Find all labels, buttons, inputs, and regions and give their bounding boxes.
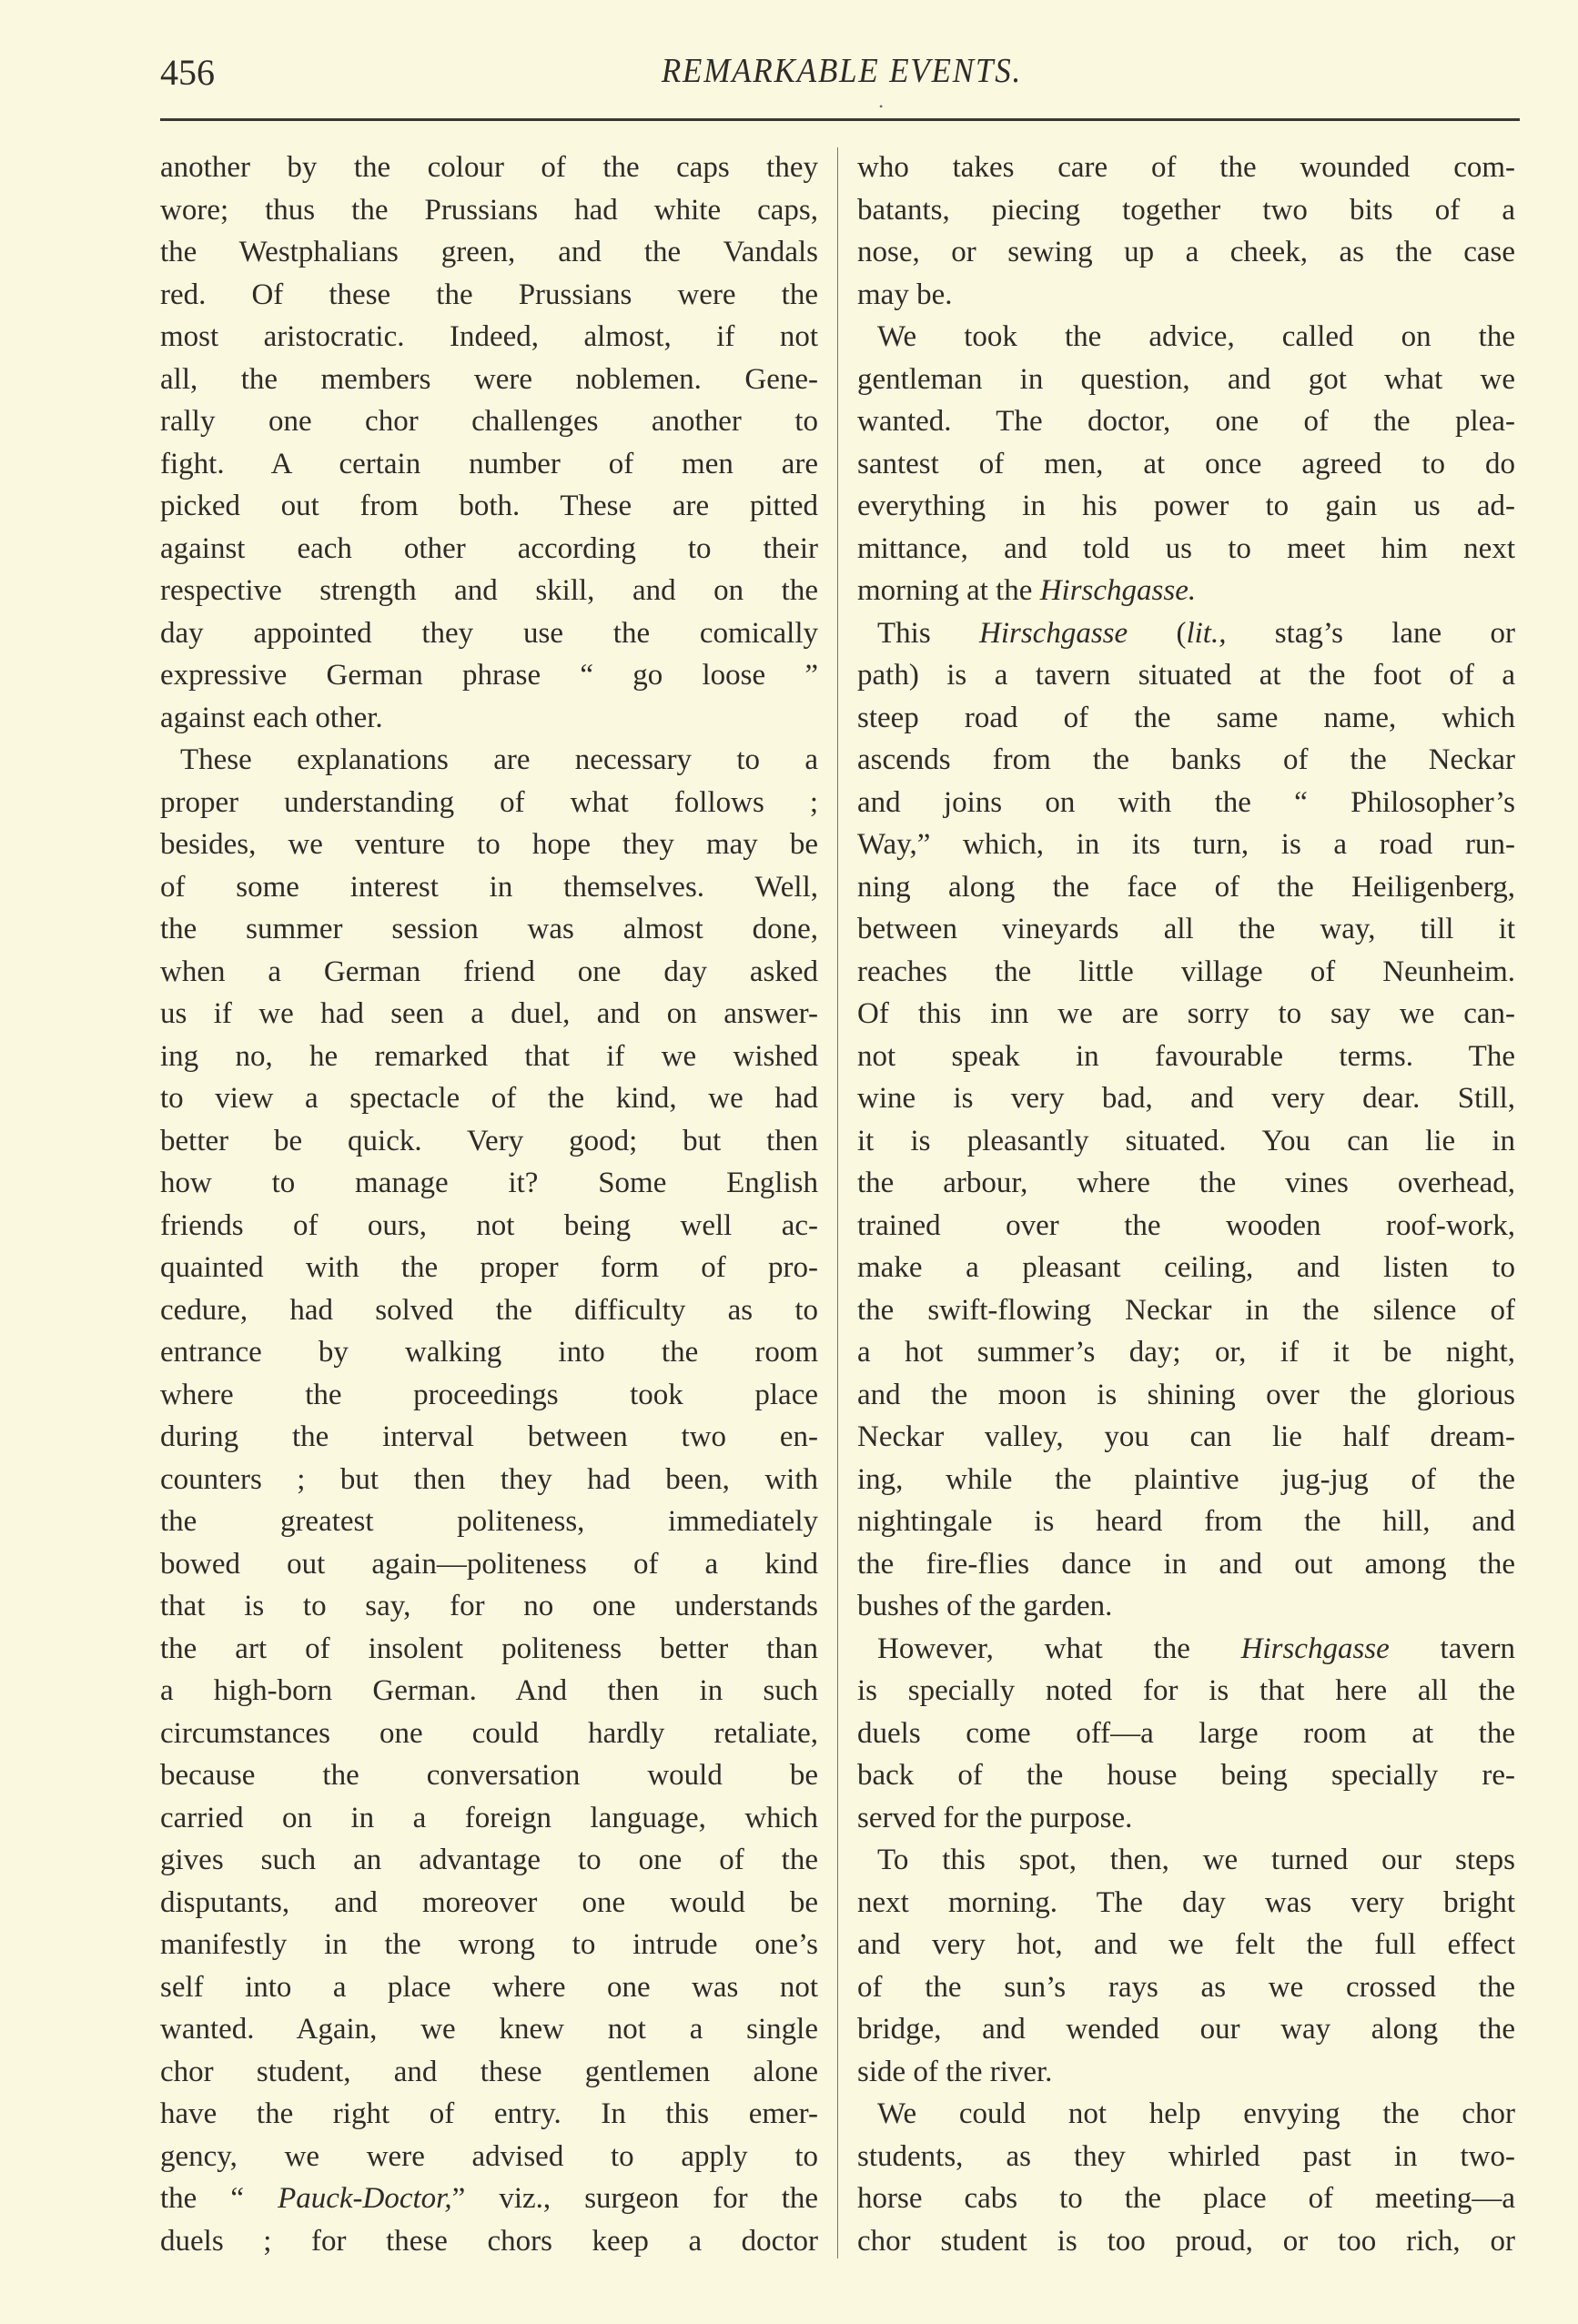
text-line: These explanations are necessary to a xyxy=(180,743,818,776)
text-line: ing no, he remarked that if we wished xyxy=(160,1039,818,1073)
text-line: and very hot, and we felt the full effect xyxy=(857,1928,1515,1961)
text-line: nightingale is heard from the hill, and xyxy=(857,1505,1515,1538)
text-line: circumstances one could hardly retaliate, xyxy=(160,1716,818,1750)
text-line: This Hirschgasse (lit., stag’s lane or xyxy=(877,616,1515,650)
text-line: against each other. xyxy=(160,701,383,734)
text-line: us if we had seen a duel, and on answer- xyxy=(160,997,818,1030)
text-line: batants, piecing together two bits of a xyxy=(857,193,1515,227)
text-line: ing, while the plaintive jug-jug of the xyxy=(857,1462,1515,1496)
text-line: cedure, had solved the difficulty as to xyxy=(160,1293,818,1327)
text-line: all, the members were noblemen. Gene- xyxy=(160,362,818,396)
printer-mark: • xyxy=(879,100,884,113)
text-line: wanted. Again, we knew not a single xyxy=(160,2013,818,2046)
text-line: where the proceedings took place xyxy=(160,1378,818,1411)
text-line: reaches the little village of Neunheim. xyxy=(857,955,1515,988)
text-line: carried on in a foreign language, which xyxy=(160,1801,818,1834)
text-line: bowed out again—politeness of a kind xyxy=(160,1547,818,1581)
italic-text: Hirschgasse xyxy=(1240,1632,1390,1665)
text-line: However, what the Hirschgasse tavern xyxy=(877,1632,1516,1665)
text-line: To this spot, then, we turned our steps xyxy=(877,1844,1515,1876)
italic-text: lit., xyxy=(1186,616,1227,650)
text-line: ning along the face of the Heiligenberg, xyxy=(857,870,1515,904)
running-title: REMARKABLE EVENTS. xyxy=(661,52,1023,90)
italic-text: Hirschgasse. xyxy=(1039,574,1197,607)
text-line: the art of insolent politeness better than xyxy=(160,1632,818,1665)
text-line: and joins on with the “ Philosopher’s xyxy=(857,785,1515,819)
text-line: and the moon is shining over the glorious xyxy=(857,1378,1515,1411)
text-line: fight. A certain number of men are xyxy=(160,447,818,480)
text-line: the Westphalians green, and the Vandals xyxy=(160,236,818,268)
text-line: manifestly in the wrong to intrude one’s xyxy=(160,1928,818,1961)
text-line: wore; thus the Prussians had white caps, xyxy=(160,193,818,227)
text-line: trained over the wooden roof-work, xyxy=(857,1208,1515,1242)
text-line: a hot summer’s day; or, if it be night, xyxy=(857,1336,1515,1369)
text-line: gentleman in question, and got what we xyxy=(857,362,1515,396)
text-line: how to manage it? Some English xyxy=(160,1167,818,1199)
right-column xyxy=(857,147,1515,2262)
text-line: wine is very bad, and very dear. Still, xyxy=(857,1082,1515,1115)
text-line: Way,” which, in its turn, is a road run- xyxy=(857,828,1515,861)
text-line: chor student is too proud, or too rich, or xyxy=(857,2224,1515,2258)
text-line: of the sun’s rays as we crossed the xyxy=(857,1970,1515,2004)
text-line: when a German friend one day asked xyxy=(160,955,818,988)
text-line: between vineyards all the way, till it xyxy=(857,913,1515,945)
text-line: served for the purpose. xyxy=(857,1801,1133,1834)
text-line: rally one chor challenges another to xyxy=(160,405,818,438)
header-rule xyxy=(160,118,1520,121)
text-line: the fire-flies dance in and out among the xyxy=(857,1547,1515,1581)
text-line: the summer session was almost done, xyxy=(160,913,818,945)
text-line: We could not help envying the chor xyxy=(877,2097,1515,2130)
text-line: because the conversation would be xyxy=(160,1759,818,1792)
column-divider xyxy=(837,147,838,2258)
text-line: Neckar valley, you can lie half dream- xyxy=(857,1420,1515,1453)
text-line: proper understanding of what follows ; xyxy=(160,785,818,819)
text-line: of some interest in themselves. Well, xyxy=(160,870,818,904)
text-line: We took the advice, called on the xyxy=(877,320,1515,353)
text-line: most aristocratic. Indeed, almost, if not xyxy=(160,320,818,353)
text-line: everything in his power to gain us ad- xyxy=(857,490,1515,522)
text-line: morning at the Hirschgasse. xyxy=(857,574,1197,607)
text-line: have the right of entry. In this emer- xyxy=(160,2097,818,2130)
text-line: ascends from the banks of the Neckar xyxy=(857,743,1515,776)
text-line: during the interval between two en- xyxy=(160,1420,818,1453)
text-line: next morning. The day was very bright xyxy=(857,1885,1515,1919)
text-line: horse cabs to the place of meeting—a xyxy=(857,2182,1515,2215)
left-column xyxy=(160,147,818,2262)
text-line: gency, we were advised to apply to xyxy=(160,2139,818,2173)
text-line: wanted. The doctor, one of the plea- xyxy=(857,405,1515,438)
text-line: it is pleasantly situated. You can lie in xyxy=(857,1124,1515,1157)
text-line: the “ Pauck-Doctor,” viz., surgeon for the xyxy=(160,2182,819,2215)
text-line: day appointed they use the comically xyxy=(160,616,818,650)
text-line: make a pleasant ceiling, and listen to xyxy=(857,1251,1515,1284)
text-line: is specially noted for is that here all the xyxy=(857,1674,1515,1707)
text-line: respective strength and skill, and on the xyxy=(160,574,818,607)
text-line: better be quick. Very good; but then xyxy=(160,1124,818,1157)
text-line: expressive German phrase “ go loose ” xyxy=(160,659,818,692)
text-line: a high-born German. And then in such xyxy=(160,1674,818,1707)
text-line: to view a spectacle of the kind, we had xyxy=(160,1082,818,1115)
text-line: another by the colour of the caps they xyxy=(160,151,818,184)
text-line: duels come off—a large room at the xyxy=(857,1716,1515,1750)
text-line: mittance, and told us to meet him next xyxy=(857,531,1515,565)
text-line: who takes care of the wounded com- xyxy=(857,151,1515,184)
text-line: besides, we venture to hope they may be xyxy=(160,828,818,861)
text-line: chor student, and these gentlemen alone xyxy=(160,2055,818,2088)
text-line: the swift-flowing Neckar in the silence of xyxy=(857,1293,1515,1327)
text-line: self into a place where one was not xyxy=(160,1970,818,2004)
text-line: counters ; but then they had been, with xyxy=(160,1462,818,1496)
text-line: picked out from both. These are pitted xyxy=(160,490,818,522)
text-line: that is to say, for no one understands xyxy=(160,1590,818,1622)
text-line: disputants, and moreover one would be xyxy=(160,1885,818,1919)
text-line: back of the house being specially re- xyxy=(857,1759,1515,1792)
text-line: gives such an advantage to one of the xyxy=(160,1844,818,1876)
text-line: nose, or sewing up a cheek, as the case xyxy=(857,236,1515,268)
text-line: students, as they whirled past in two- xyxy=(857,2139,1515,2173)
text-line: duels ; for these chors keep a doctor xyxy=(160,2224,818,2258)
text-line: side of the river. xyxy=(857,2055,1053,2088)
text-line: bushes of the garden. xyxy=(857,1590,1113,1622)
text-line: against each other according to their xyxy=(160,531,818,565)
italic-text: Pauck-Doctor, xyxy=(278,2182,452,2215)
text-line: steep road of the same name, which xyxy=(857,701,1515,734)
italic-text: Hirschgasse xyxy=(978,616,1128,650)
text-line: the greatest politeness, immediately xyxy=(160,1505,818,1538)
text-line: friends of ours, not being well ac- xyxy=(160,1208,818,1242)
text-line: not speak in favourable terms. The xyxy=(857,1039,1515,1073)
text-line: entrance by walking into the room xyxy=(160,1336,818,1369)
page-number: 456 xyxy=(160,52,215,93)
text-line: the arbour, where the vines overhead, xyxy=(857,1167,1515,1199)
text-line: red. Of these the Prussians were the xyxy=(160,278,818,311)
text-line: Of this inn we are sorry to say we can- xyxy=(857,997,1515,1030)
text-line: quainted with the proper form of pro- xyxy=(160,1251,818,1284)
text-line: may be. xyxy=(857,278,953,311)
text-line: bridge, and wended our way along the xyxy=(857,2013,1515,2046)
text-line: path) is a tavern situated at the foot of a xyxy=(857,659,1515,692)
text-line: santest of men, at once agreed to do xyxy=(857,447,1515,480)
